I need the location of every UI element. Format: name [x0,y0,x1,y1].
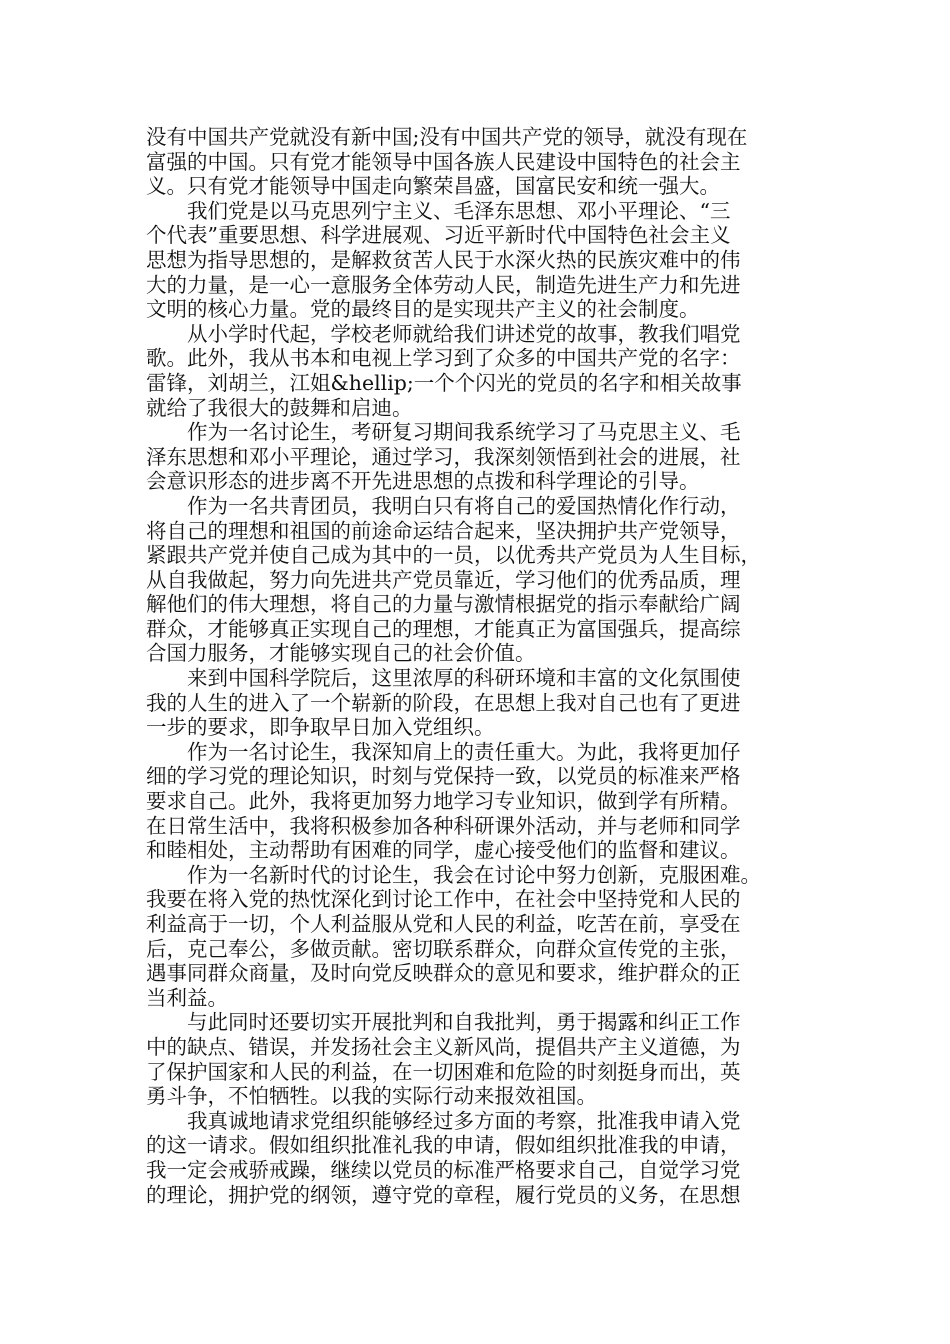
text-line: 富强的中国。只有党才能领导中国各族人民建设中国特色的社会主 [146,149,741,174]
text-line: 作为一名讨论生，考研复习期间我系统学习了马克思主义、毛 [146,420,741,445]
text-line: 当利益。 [146,985,228,1010]
text-line: 勇斗争，不怕牺牲。以我的实际行动来报效祖国。 [146,1084,597,1109]
text-line: 我真诚地请求党组织能够经过多方面的考察，批准我申请入党 [146,1108,741,1133]
text-line: 义。只有党才能领导中国走向繁荣昌盛，国富民安和统一强大。 [146,174,720,199]
text-line: 利益高于一切，个人利益服从党和人民的利益，吃苦在前，享受在 [146,912,741,936]
text-line: 了保护国家和人民的利益，在一切困难和危险的时刻挺身而出，英 [146,1059,741,1084]
text-line: 作为一名新时代的讨论生，我会在讨论中努力创新，克服困难。 [146,862,761,887]
text-line: 要求自己。此外，我将更加努力地学习专业知识，做到学有所精。 [146,789,741,814]
text-line: 将自己的理想和祖国的前途命运结合起来，坚决拥护共产党领导， [146,518,741,543]
text-line: 群众，才能够真正实现自己的理想，才能真正为富国强兵，提高综 [146,616,741,641]
text-line: 作为一名讨论生，我深知肩上的责任重大。为此，我将更加仔 [146,739,741,764]
text-line: 细的学习党的理论知识，时刻与党保持一致，以党员的标准来严格 [146,764,741,789]
text-line: 个代表”重要思想、科学进展观、习近平新时代中国特色社会主义 [146,223,731,248]
text-line: 遇事同群众商量，及时向党反映群众的意见和要求，维护群众的正 [146,961,741,986]
text-line: 就给了我很大的鼓舞和启迪。 [146,395,413,420]
text-line: 没有中国共产党就没有新中国;没有中国共产党的领导，就没有现在 [146,125,748,149]
text-line: 我的人生的进入了一个崭新的阶段，在思想上我对自己也有了更进 [146,690,741,715]
text-line: 的这一请求。假如组织批准礼我的申请，假如组织批准我的申请， [146,1133,741,1158]
text-line: 歌。此外，我从书本和电视上学习到了众多的中国共产党的名字： [146,346,741,371]
text-line: 一步的要求，即争取早日加入党组织。 [146,715,495,740]
text-line: 解他们的伟大理想，将自己的力量与激情根据党的指示奉献给广阔 [146,592,741,617]
text-line: 从自我做起，努力向先进共产党员靠近，学习他们的优秀品质，理 [146,567,741,592]
text-line: 文明的核心力量。党的最终目的是实现共产主义的社会制度。 [146,297,700,322]
text-line: 会意识形态的进步离不开先进思想的点拨和科学理论的引导。 [146,469,700,494]
text-line: 雷锋，刘胡兰，江姐&hellip;一个个闪光的党员的名字和相关故事 [146,370,742,395]
text-line: 思想为指导思想的，是解救贫苦人民于水深火热的民族灾难中的伟 [146,247,741,272]
text-line: 合国力服务，才能够实现自己的社会价值。 [146,641,536,666]
text-line: 后，克己奉公，多做贡献。密切联系群众，向群众宣传党的主张， [146,936,741,961]
text-line: 紧跟共产党并使自己成为其中的一员，以优秀共产党员为人生目标， [146,543,761,568]
text-line: 从小学时代起，学校老师就给我们讲述党的故事，教我们唱党 [146,321,741,346]
text-line: 作为一名共青团员，我明白只有将自己的爱国热情化作行动， [146,493,741,518]
text-line: 泽东思想和邓小平理论，通过学习，我深刻领悟到社会的进展，社 [146,444,741,469]
text-line: 与此同时还要切实开展批判和自我批判，勇于揭露和纠正工作 [146,1010,741,1035]
text-line: 我们党是以马克思列宁主义、毛泽东思想、邓小平理论、“三 [146,198,731,223]
text-line: 我一定会戒骄戒躁，继续以党员的标准严格要求自己，自觉学习党 [146,1157,741,1182]
text-line: 大的力量，是一心一意服务全体劳动人民，制造先进生产力和先进 [146,272,741,297]
text-line: 的理论，拥护党的纲领，遵守党的章程，履行党员的义务，在思想 [146,1182,741,1207]
text-line: 来到中国科学院后，这里浓厚的科研环境和丰富的文化氛围使 [146,666,741,691]
text-line: 中的缺点、错误，并发扬社会主义新风尚，提倡共产主义道德，为 [146,1034,741,1059]
text-line: 我要在将入党的热忱深化到讨论工作中，在社会中坚持党和人民的 [146,887,741,912]
text-line: 在日常生活中，我将积极参加各种科研课外活动，并与老师和同学 [146,813,741,838]
text-line: 和睦相处，主动帮助有困难的同学，虚心接受他们的监督和建议。 [146,838,741,863]
document-body [146,125,818,1207]
